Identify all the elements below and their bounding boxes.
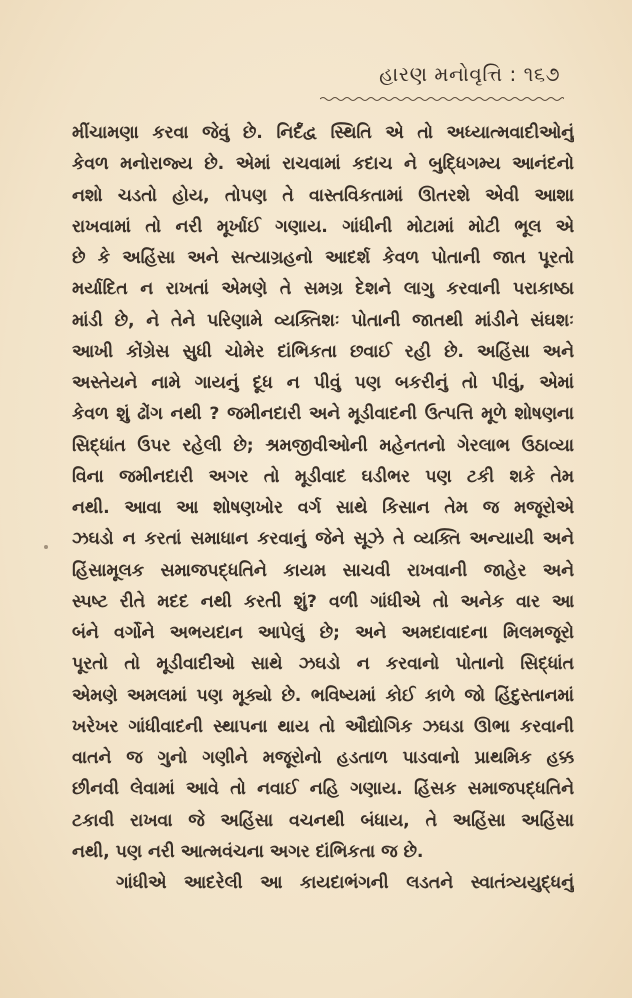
text-line: માંડી છે, ને તેને પરિણામે વ્યક્તિશઃ પોતાની જાતથી માંડીને સંઘશઃ (72, 310, 574, 331)
text-line: ખરેખર ગાંધીવાદની સ્થાપના થાય તો ઔદ્યોગિક ઝઘડા ઊભા કરવાની (72, 716, 574, 737)
header-wavy-rule (320, 96, 564, 102)
running-header: હારણ મનોવૃત્તિ : ૧૬૭ (379, 62, 560, 86)
text-line: નશો ચડતો હોય, તોપણ તે વાસ્તવિકતામાં ઊતરશે એવી આશા (72, 185, 574, 206)
text-line: એમણે અમલમાં પણ મૂક્યો છે. ભવિષ્યમાં કોઈ કાળે જો હિંદુસ્તાનમાં (72, 685, 574, 706)
text-line: મર્યાદિત ન રાખતાં એમણે તે સમગ્ર દેશને લાગુ કરવાની પરાકાષ્ઠા (72, 279, 574, 300)
paper-speck (44, 545, 48, 549)
text-line: કેવળ શું ઢોંગ નથી ? જમીનદારી અને મૂડીવાદની ઉત્પત્તિ મૂળે શોષણના (72, 404, 574, 425)
text-line: છીનવી લેવામાં આવે તો નવાઈ નહિ ગણાય. હિંસક સમાજપદ્ધતિને (72, 779, 574, 800)
text-line: સ્પષ્ટ રીતે મદદ નથી કરતી શું? વળી ગાંધીએ તો અનેક વાર આ (72, 591, 574, 612)
text-line: ગાંધીએ આદરેલી આ કાયદાભંગની લડતને સ્વાતંત્ર્યયુદ્ધનું (116, 873, 574, 893)
text-line: નથી, પણ નરી આત્મવંચના અગર દાંભિકતા જ છે. (72, 841, 424, 862)
text-line: હિંસામૂલક સમાજપદ્ધતિને કાયમ સાચવી રાખવાની જાહેર અને (72, 560, 574, 581)
text-line: બંને વર્ગોને અભયદાન આપેલું છે; અને અમદાવાદના મિલમજૂરો (72, 623, 574, 643)
text-line: નથી. આવા આ શોષણખોર વર્ગ સાથે કિસાન તેમ જ મજૂરોએ (72, 498, 574, 518)
text-line: રાખવામાં તો નરી મૂર્ખાઈ ગણાય. ગાંધીની મોટામાં મોટી ભૂલ એ (72, 216, 574, 237)
paragraph (72, 118, 574, 868)
text-line: અસ્તેયને નામે ગાયનું દૂધ ન પીવું પણ બકરીનું તો પીવું, એમાં (72, 373, 574, 393)
text-line: સિદ્ધાંત ઉપર રહેલી છે; શ્રમજીવીઓની મહેનતનો ગેરલાભ ઉઠાવ્યા (72, 435, 574, 456)
text-line: ઝઘડો ન કરતાં સમાધાન કરવાનું જેને સૂઝે તે વ્યક્તિ અન્યાયી અને (72, 529, 574, 550)
text-line: વિના જમીનદારી અગર તો મૂડીવાદ ઘડીભર પણ ટકી શકે તેમ (72, 466, 574, 487)
text-line: કેવળ મનોરાજ્ય છે. એમાં રાચવામાં કદાચ ને બુદ્ધિગમ્ય આનંદનો (72, 154, 574, 175)
text-line: આખી કોંગ્રેસ સુધી ચોમેર દાંભિકતા છવાઈ રહી છે. અહિંસા અને (72, 341, 574, 362)
paragraph (72, 868, 574, 899)
text-line: વાતને જ ગુનો ગણીને મજૂરોનો હડતાળ પાડવાનો પ્રાથમિક હક્ક (72, 748, 574, 768)
text-line: મીંચામણા કરવા જેવું છે. નિર્દંદ્વ સ્થિતિ એ તો અધ્યાત્મવાદીઓનું (72, 123, 574, 143)
text-line: પૂરતો તો મૂડીવાદીઓ સાથે ઝઘડો ન કરવાનો પોતાનો સિદ્ધાંત (72, 654, 574, 675)
page-body-text (72, 118, 574, 899)
text-line: છે કે અહિંસા અને સત્યાગ્રહનો આદર્શ કેવળ પોતાની જાત પૂરતો (72, 248, 574, 268)
text-line: ટકાવી રાખવા જે અહિંસા વચનથી બંધાય, તે અહિંસા અહિંસા (72, 810, 574, 831)
